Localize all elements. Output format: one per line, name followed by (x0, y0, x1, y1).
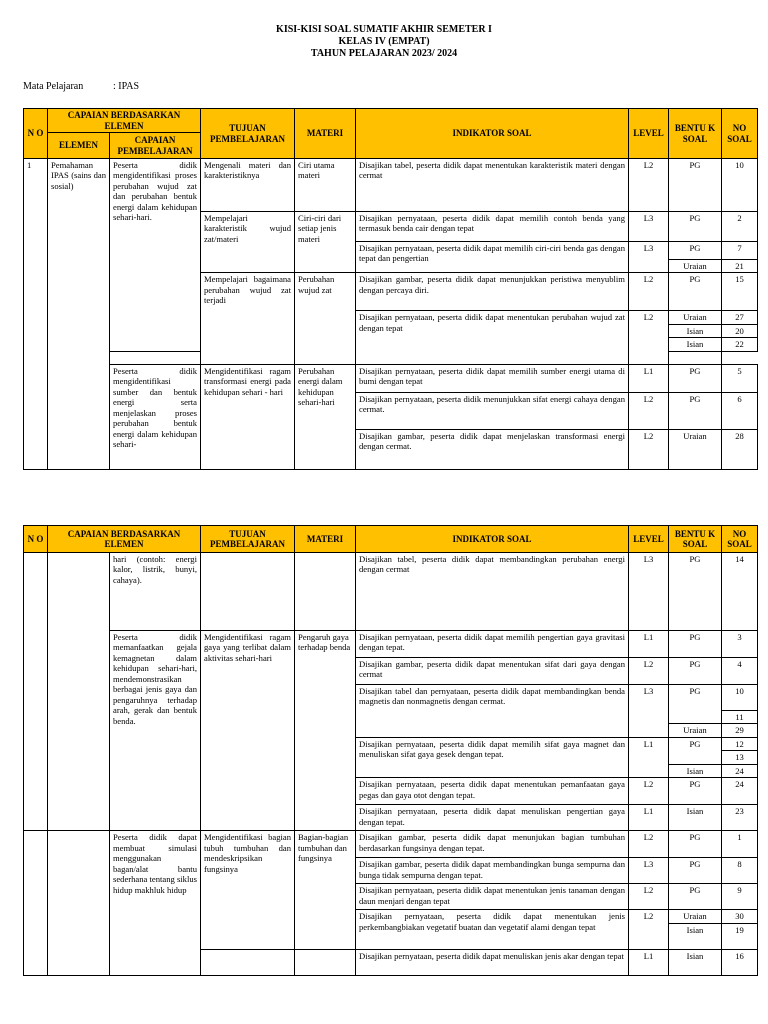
bentuk-cell: Uraian (669, 260, 722, 273)
level-cell: L1 (629, 805, 669, 831)
nosoal-cell: 21 (722, 260, 758, 273)
empty-cell (669, 351, 722, 364)
capaian-cell: hari (contoh: energi kalor, listrik, bunyi, cahaya). (110, 553, 201, 631)
level-cell: L3 (629, 858, 669, 884)
capaian-cell: Peserta didik memanfaatkan gejala kemagnetan dalam kehidupan sehari-hari, mendemonstrasikan berbagai jenis gaya dan pengaruhnya terhadap arah, gerak dan bentuk benda. (110, 631, 201, 831)
col-tujuan-header: TUJUAN PEMBELAJARAN (201, 109, 295, 159)
elemen-cell: Pemahaman IPAS (sains dan sosial) (48, 159, 110, 470)
subject-label: Mata Pelajaran (23, 81, 84, 92)
col-no-header: N O (24, 109, 48, 159)
level-cell: L1 (629, 737, 669, 777)
capaian-cell: Peserta didik dapat membuat simulasi menggunakan bagan/alat bantu sederhana tentang siklus hidup makhluk hidup (110, 831, 201, 975)
col-indikator-header: INDIKATOR SOAL (356, 109, 629, 159)
col-materi-header: MATERI (295, 526, 356, 553)
bentuk-cell: Uraian (669, 429, 722, 469)
col-elemen-header: ELEMEN (48, 133, 110, 159)
bentuk-cell: PG (669, 778, 722, 805)
indikator-cell: Disajikan gambar, peserta didik dapat menentukan sifat dari gaya dengan cermat (356, 658, 629, 685)
materi-cell: Ciri-ciri dari setiap jenis materi (295, 212, 356, 273)
bentuk-cell: PG (669, 159, 722, 212)
indikator-cell: Disajikan pernyataan, peserta didik dapat memilih pengertian gaya gravitasi dengan tepat. (356, 631, 629, 658)
kisi-table-1 (23, 108, 758, 470)
empty-cell (48, 553, 110, 831)
bentuk-cell: PG (669, 392, 722, 429)
materi-cell: Bagian-bagian tumbuhan dan fungsinya (295, 831, 356, 949)
level-cell: L3 (629, 553, 669, 631)
level-cell: L2 (629, 831, 669, 858)
nosoal-cell: 12 (722, 737, 758, 750)
bentuk-cell: PG (669, 553, 722, 631)
indikator-cell: Disajikan pernyataan, peserta didik dapat menuliskan pengertian gaya dengan tepat. (356, 805, 629, 831)
tujuan-cell: Mempelajari karakteristik wujud zat/materi (201, 212, 295, 273)
level-cell: L2 (629, 159, 669, 212)
nosoal-cell: 7 (722, 242, 758, 260)
bentuk-cell: Isian (669, 764, 722, 777)
tujuan-cell: Mengidentifikasi ragam transformasi energi pada kehidupan sehari - hari (201, 364, 295, 469)
level-cell: L1 (629, 364, 669, 392)
bentuk-cell: Uraian (669, 910, 722, 923)
level-cell: L2 (629, 778, 669, 805)
indikator-cell: Disajikan pernyataan, peserta didik dapat memilih sumber energi utama di bumi dengan tepat (356, 364, 629, 392)
nosoal-cell: 14 (722, 553, 758, 631)
nosoal-cell: 22 (722, 338, 758, 351)
bentuk-cell: PG (669, 273, 722, 311)
nosoal-cell: 2 (722, 212, 758, 242)
empty-cell (201, 553, 295, 631)
kisi-table-2 (23, 525, 758, 976)
level-cell: L2 (629, 429, 669, 469)
bentuk-cell: PG (669, 858, 722, 884)
col-no-header: N O (24, 526, 48, 553)
nosoal-cell: 6 (722, 392, 758, 429)
nosoal-cell: 3 (722, 631, 758, 658)
tujuan-cell: Mengenali materi dan karakteristiknya (201, 159, 295, 212)
level-cell: L2 (629, 392, 669, 429)
indikator-cell: Disajikan tabel dan pernyataan, peserta didik dapat membandingkan benda magnetis dan nonmagnetis dengan cermat. (356, 685, 629, 738)
col-level-header: LEVEL (629, 109, 669, 159)
level-cell: L1 (629, 631, 669, 658)
level-cell: L2 (629, 658, 669, 685)
empty-cell (110, 351, 201, 364)
bentuk-cell: PG (669, 364, 722, 392)
bentuk-cell: PG (669, 737, 722, 764)
level-cell: L2 (629, 910, 669, 949)
nosoal-cell: 13 (722, 751, 758, 764)
capaian-cell: Peserta didik mengidentifikasi proses perubahan wujud zat dan perubahan bentuk energi dalam kehidupan sehari-hari. (110, 159, 201, 352)
bentuk-cell: Isian (669, 949, 722, 975)
bentuk-cell: PG (669, 884, 722, 910)
col-level-header: LEVEL (629, 526, 669, 553)
indikator-cell: Disajikan gambar, peserta didik dapat menunjukkan peristiwa menyublim dengan percaya diri. (356, 273, 629, 311)
bentuk-cell: Uraian (669, 311, 722, 324)
nosoal-cell: 29 (722, 724, 758, 737)
bentuk-cell: Isian (669, 338, 722, 351)
materi-cell: Perubahan wujud zat (295, 273, 356, 364)
indikator-cell: Disajikan pernyataan, peserta didik dapat memilih sifat gaya magnet dan menuliskan sifat gaya gesek dengan tepat. (356, 737, 629, 777)
level-cell: L1 (629, 949, 669, 975)
col-capaian-pembelajaran-header: CAPAIAN PEMBELAJARAN (110, 133, 201, 159)
document-year: TAHUN PELAJARAN 2023/ 2024 (310, 48, 458, 59)
indikator-cell: Disajikan pernyataan, peserta didik dapat memilih ciri-ciri benda gas dengan tepat dan pengertian (356, 242, 629, 273)
empty-cell (295, 553, 356, 631)
col-bentuk-header: BENTU K SOAL (669, 109, 722, 159)
nosoal-cell: 30 (722, 910, 758, 923)
indikator-cell: Disajikan pernyataan, peserta didik dapat menentukan pemanfaatan gaya pegas dan gaya otot dengan tepat. (356, 778, 629, 805)
indikator-cell: Disajikan pernyataan, peserta didik dapat menentukan perubahan wujud zat dengan tepat (356, 311, 629, 364)
indikator-cell: Disajikan gambar, peserta didik dapat menjelaskan transformasi energi dengan cermat. (356, 429, 629, 469)
nosoal-cell: 24 (722, 764, 758, 777)
bentuk-cell: Isian (669, 923, 722, 949)
tujuan-cell: Mempelajari bagaimana perubahan wujud zat terjadi (201, 273, 295, 364)
empty-cell (24, 831, 48, 975)
bentuk-cell: PG (669, 631, 722, 658)
document-class: KELAS IV (EMPAT) (338, 36, 430, 47)
empty-cell (201, 949, 295, 975)
col-materi-header: MATERI (295, 109, 356, 159)
tujuan-cell: Mengidentifikasi bagian tubuh tumbuhan dan mendeskripsikan fungsinya (201, 831, 295, 949)
nosoal-cell: 23 (722, 805, 758, 831)
nosoal-cell: 19 (722, 923, 758, 949)
nosoal-cell: 5 (722, 364, 758, 392)
nosoal-cell: 28 (722, 429, 758, 469)
empty-cell (24, 553, 48, 831)
row-number: 1 (24, 159, 48, 470)
nosoal-cell: 24 (722, 778, 758, 805)
bentuk-cell: Isian (669, 805, 722, 831)
bentuk-cell: PG (669, 658, 722, 685)
bentuk-cell: PG (669, 242, 722, 260)
indikator-cell: Disajikan pernyataan, peserta didik menunjukkan sifat energi cahaya dengan cermat. (356, 392, 629, 429)
col-nosoal-header: NO SOAL (722, 109, 758, 159)
bentuk-cell: PG (669, 831, 722, 858)
nosoal-cell: 16 (722, 949, 758, 975)
capaian-cell: Peserta didik mengidentifikasi sumber dan bentuk energi serta menjelaskan proses perubahan bentuk energi dalam kehidupan sehari- (110, 364, 201, 469)
nosoal-cell: 1 (722, 831, 758, 858)
document-title: KISI-KISI SOAL SUMATIF AKHIR SEMETER I (276, 24, 492, 35)
materi-cell: Pengaruh gaya terhadap benda (295, 631, 356, 831)
materi-cell: Perubahan energi dalam kehidupan sehari-hari (295, 364, 356, 469)
empty-cell (295, 949, 356, 975)
indikator-cell: Disajikan pernyataan, peserta didik dapat menentukan jenis tanaman dengan daun menjari dengan tepat (356, 884, 629, 910)
nosoal-cell: 4 (722, 658, 758, 685)
col-indikator-header: INDIKATOR SOAL (356, 526, 629, 553)
indikator-cell: Disajikan gambar, peserta didik dapat membandingkan bunga sempurna dan bunga tidak sempurna dengan tepat. (356, 858, 629, 884)
indikator-cell: Disajikan tabel, peserta didik dapat menentukan karakteristik materi dengan cermat (356, 159, 629, 212)
level-cell: L3 (629, 212, 669, 242)
nosoal-cell: 11 (722, 711, 758, 724)
indikator-cell: Disajikan pernyataan, peserta didik dapat menuliskan jenis akar dengan tepat (356, 949, 629, 975)
indikator-cell: Disajikan tabel, peserta didik dapat membandingkan perubahan energi dengan cermat (356, 553, 629, 631)
level-cell: L2 (629, 273, 669, 311)
nosoal-cell: 20 (722, 324, 758, 337)
col-bentuk-header: BENTU K SOAL (669, 526, 722, 553)
col-nosoal-header: NO SOAL (722, 526, 758, 553)
level-cell: L2 (629, 311, 669, 364)
materi-cell: Ciri utama materi (295, 159, 356, 212)
nosoal-cell: 8 (722, 858, 758, 884)
tujuan-cell: Mengidentifikasi ragam gaya yang terlibat dalam aktivitas sehari-hari (201, 631, 295, 831)
bentuk-cell: Isian (669, 324, 722, 337)
indikator-cell: Disajikan pernyataan, peserta didik dapat menentukan jenis perkembangbiakan vegetatif buatan dan vegetatif alami dengan tepat (356, 910, 629, 949)
nosoal-cell: 27 (722, 311, 758, 324)
col-capaian-header: CAPAIAN BERDASARKAN ELEMEN (48, 526, 201, 553)
col-tujuan-header: TUJUAN PEMBELAJARAN (201, 526, 295, 553)
level-cell: L2 (629, 884, 669, 910)
nosoal-cell: 9 (722, 884, 758, 910)
level-cell: L3 (629, 242, 669, 273)
indikator-cell: Disajikan pernyataan, peserta didik dapat memilih contoh benda yang termasuk benda cair dengan tepat (356, 212, 629, 242)
nosoal-cell: 10 (722, 159, 758, 212)
bentuk-cell: PG (669, 685, 722, 724)
nosoal-cell: 15 (722, 273, 758, 311)
nosoal-cell: 10 (722, 685, 758, 711)
col-capaian-header: CAPAIAN BERDASARKAN ELEMEN (48, 109, 201, 133)
empty-cell (48, 831, 110, 975)
indikator-cell: Disajikan gambar, peserta didik dapat menunjukan bagian tumbuhan berdasarkan fungsinya dengan tepat. (356, 831, 629, 858)
bentuk-cell: PG (669, 212, 722, 242)
subject-value: : IPAS (113, 81, 140, 92)
bentuk-cell: Uraian (669, 724, 722, 737)
level-cell: L3 (629, 685, 669, 738)
